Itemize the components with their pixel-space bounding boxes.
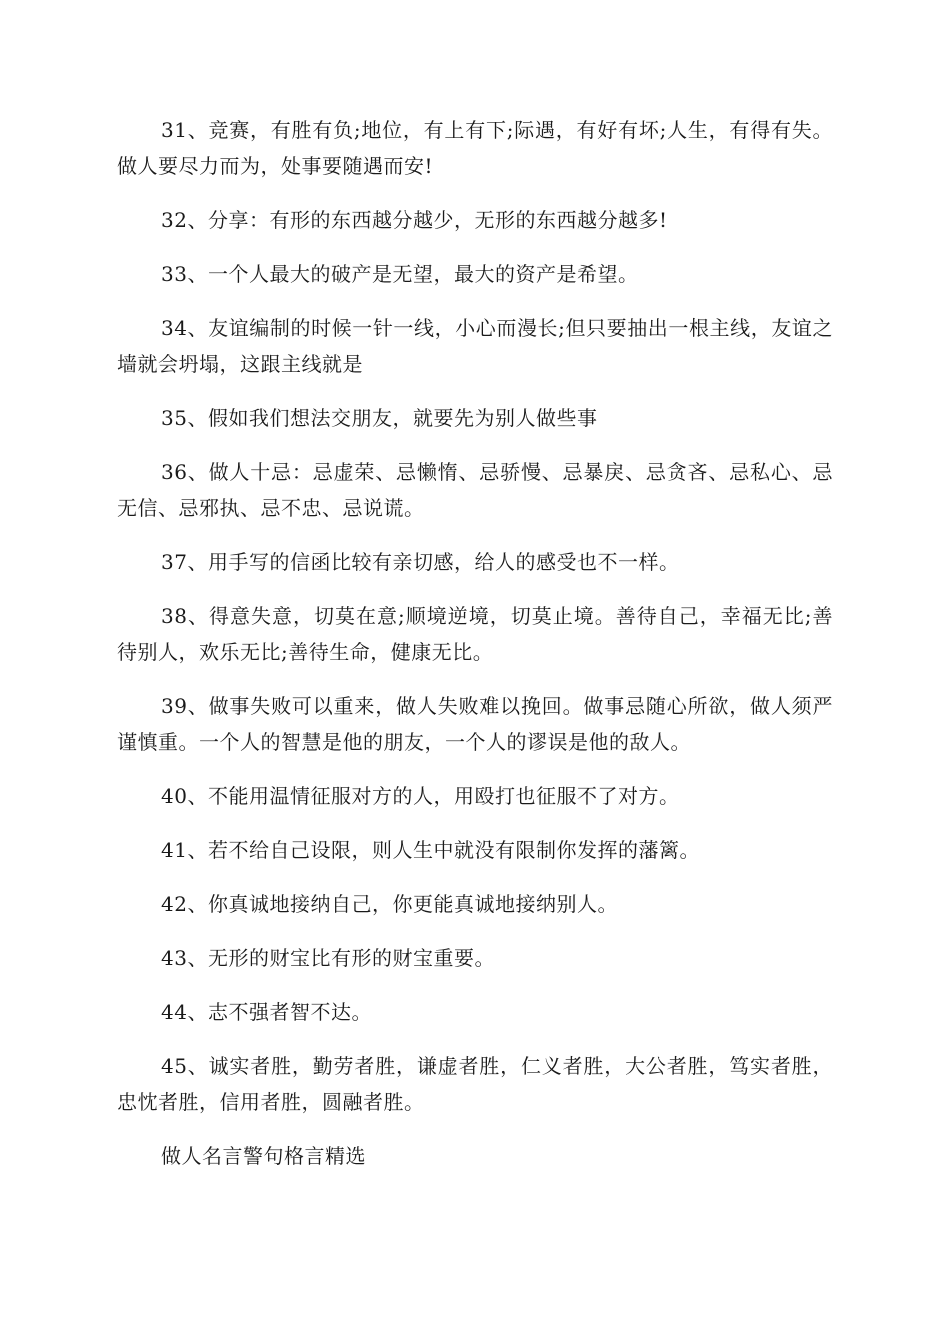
quote-32: 32、分享：有形的东西越分越少，无形的东西越分越多! [161, 208, 668, 232]
quote-43: 43、无形的财宝比有形的财宝重要。 [161, 946, 495, 970]
quote-36: 36、做人十忌：忌虚荣、忌懒惰、忌骄慢、忌暴戾、忌贪吝、忌私心、忌无信、忌邪执、忌不忠、忌说谎。 [117, 460, 833, 520]
quote-33: 33、一个人最大的破产是无望，最大的资产是希望。 [161, 262, 639, 286]
quote-42: 42、你真诚地接纳自己，你更能真诚地接纳别人。 [161, 892, 618, 916]
quote-35: 35、假如我们想法交朋友，就要先为别人做些事 [161, 406, 598, 430]
quote-39: 39、做事失败可以重来，做人失败难以挽回。做事忌随心所欲，做人须严谨慎重。一个人的智慧是他的朋友，一个人的谬误是他的敌人。 [117, 694, 833, 754]
quote-31: 31、竞赛，有胜有负;地位，有上有下;际遇，有好有坏;人生，有得有失。做人要尽力而为，处事要随遇而安! [117, 118, 833, 178]
quote-40: 40、不能用温情征服对方的人，用殴打也征服不了对方。 [161, 784, 680, 808]
quote-37: 37、用手写的信函比较有亲切感，给人的感受也不一样。 [161, 550, 680, 574]
quote-45: 45、诚实者胜，勤劳者胜，谦虚者胜，仁义者胜，大公者胜，笃实者胜，忠忱者胜，信用者胜，圆融者胜。 [117, 1054, 833, 1114]
section-heading: 做人名言警句格言精选 [161, 1144, 366, 1168]
quote-41: 41、若不给自己设限，则人生中就没有限制你发挥的藩篱。 [161, 838, 700, 862]
quote-34: 34、友谊编制的时候一针一线，小心而漫长;但只要抽出一根主线，友谊之墙就会坍塌，这跟主线就是 [117, 316, 833, 376]
quote-44: 44、志不强者智不达。 [161, 1000, 372, 1024]
document-body [117, 112, 833, 1192]
quote-38: 38、得意失意，切莫在意;顺境逆境，切莫止境。善待自己，幸福无比;善待别人，欢乐无比;善待生命，健康无比。 [117, 604, 833, 664]
